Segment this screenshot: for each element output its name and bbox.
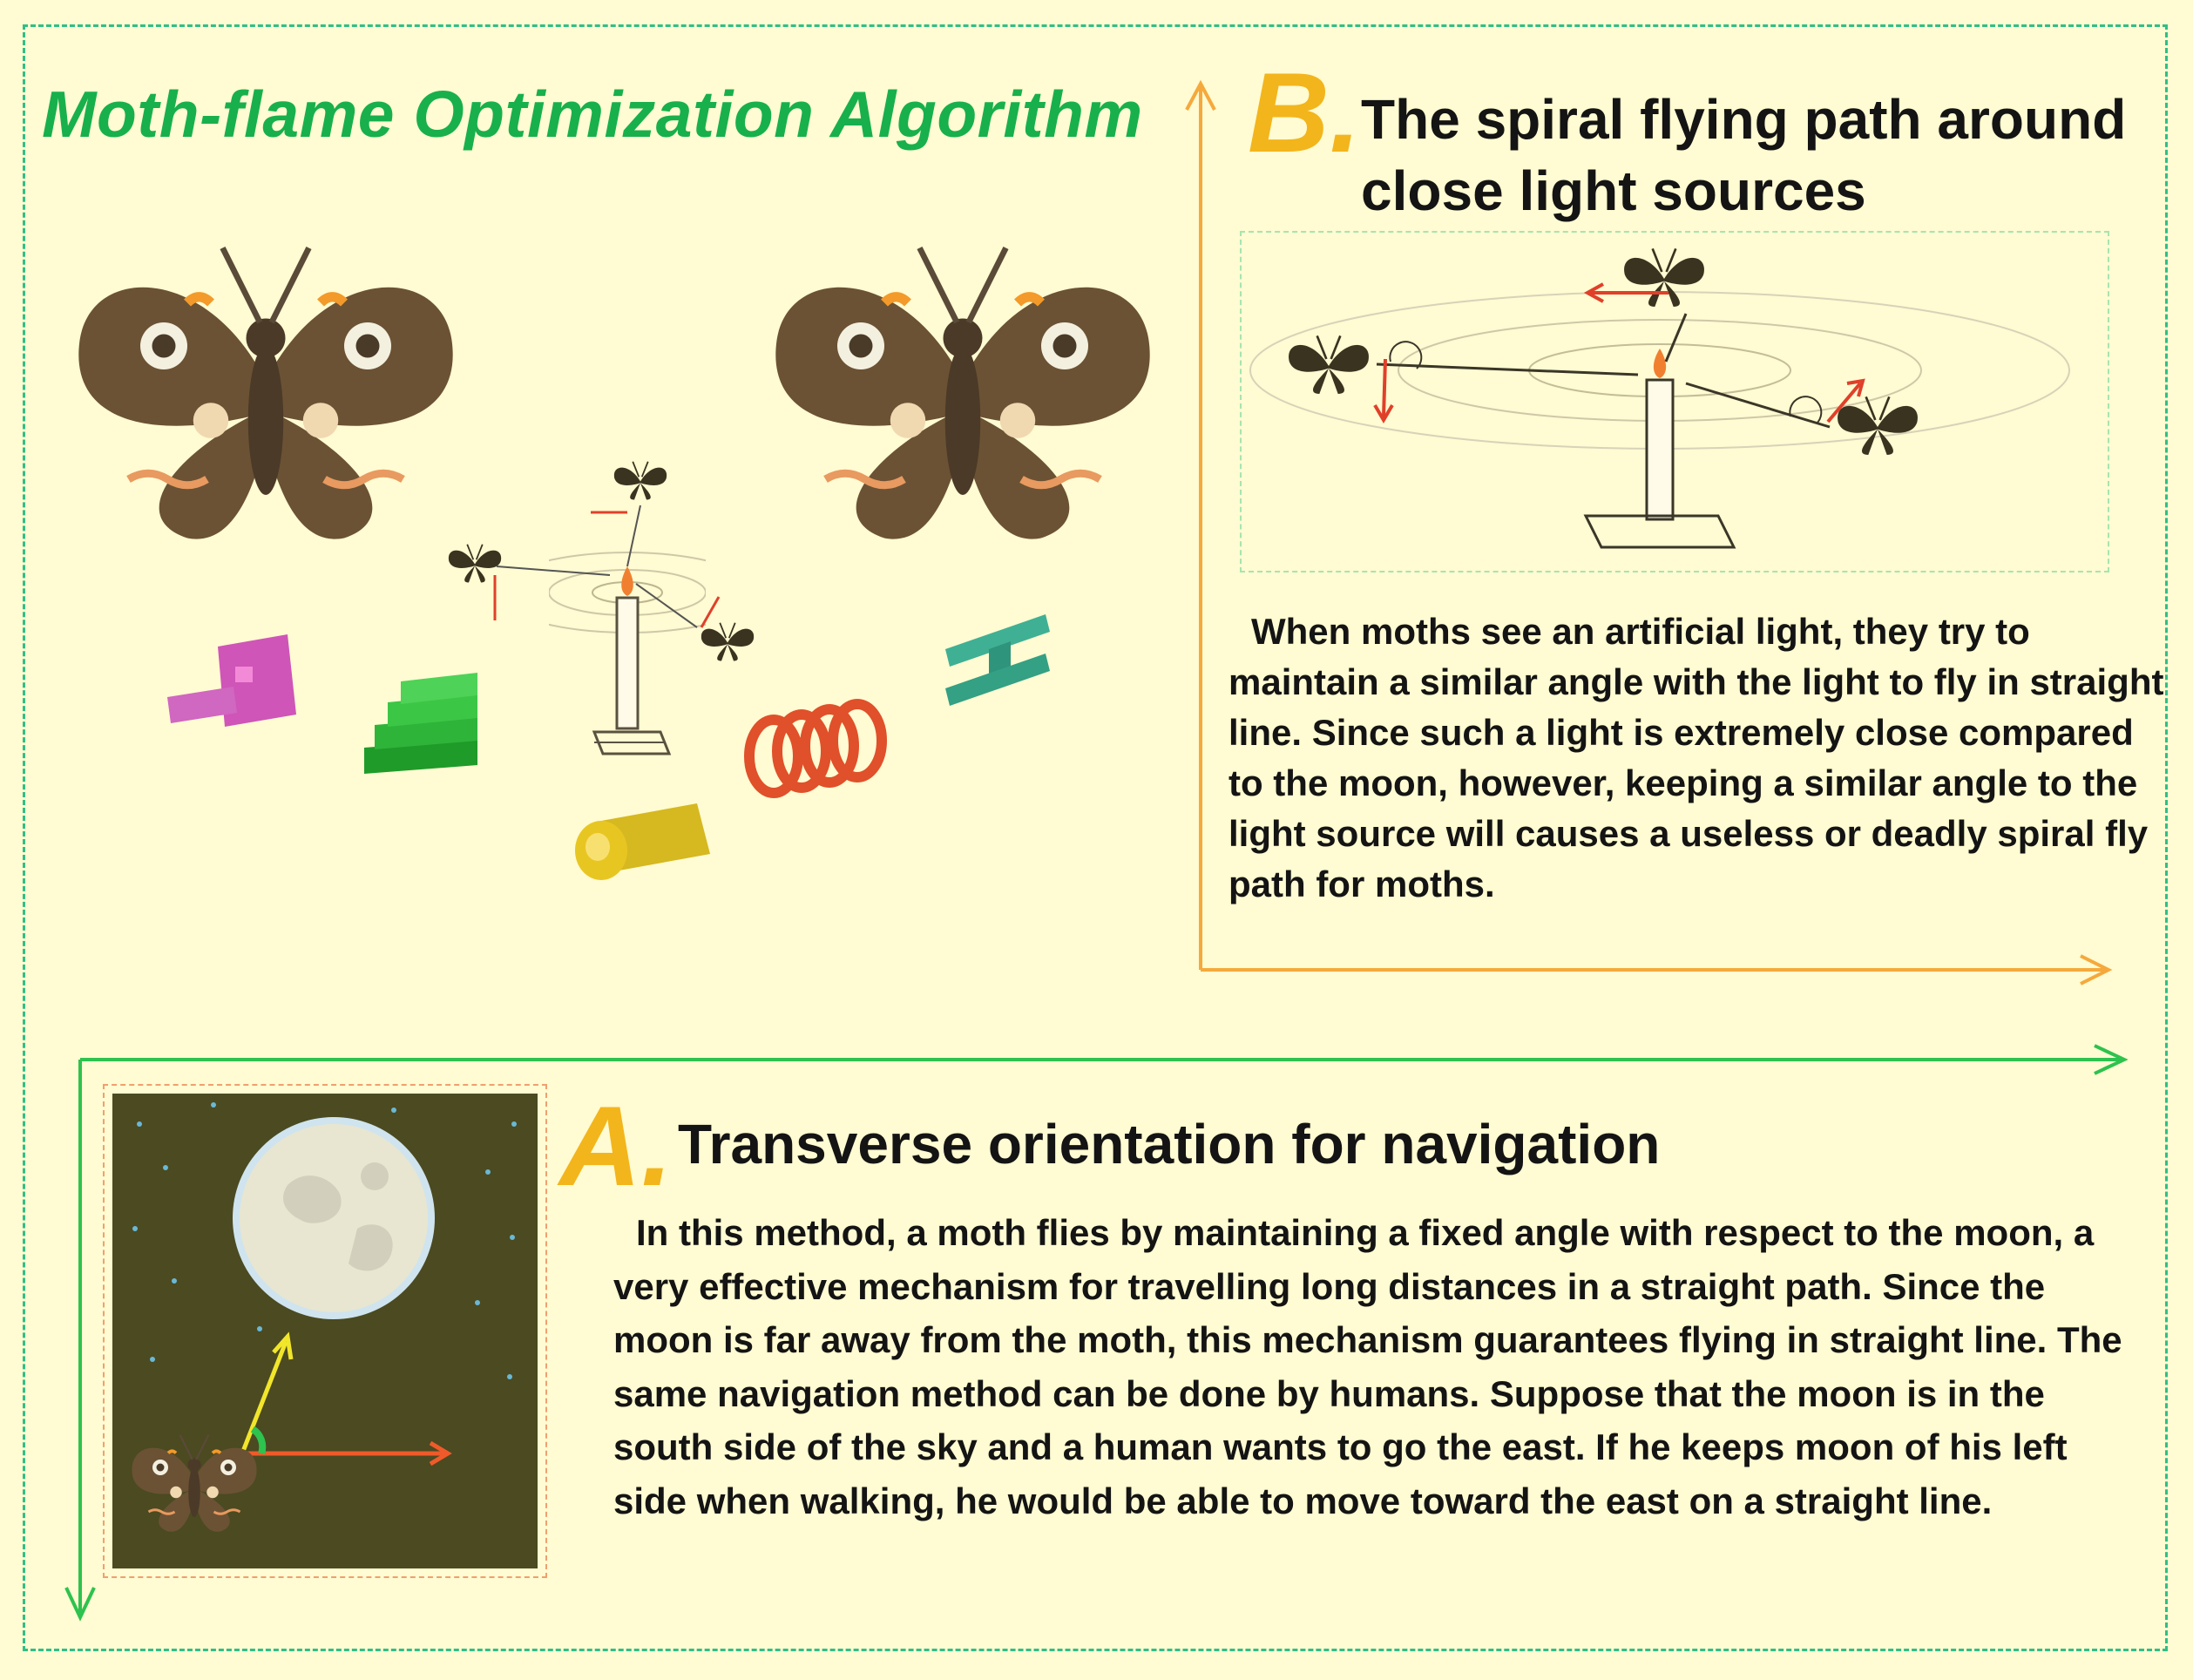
moth-icon: [1624, 248, 1704, 307]
moth-icon: [1289, 335, 1369, 394]
bolt-icon: [575, 803, 710, 880]
moth-icon: [775, 248, 1149, 539]
moth-icon: [132, 1435, 256, 1532]
section-b-axis-arrow: [1187, 84, 2108, 984]
section-a-text: In this method, a moth flies by maintaining a fixed angle with respect to the moon, a very effective mechanism for travelling long distances in a straight path. Since the moon is far away from the moth, this mechanism guarantees flying in straight line. The same navigation method can be done by humans. Suppose that the moon is in the south side of the sky and a human wants to go the east. If he keeps moon of his left side when walking, he would be able to move toward the east on a straight line.: [613, 1212, 2122, 1521]
section-a-title: Transverse orientation for navigation: [678, 1113, 1661, 1175]
section-b-text: When moths see an artificial light, they try to maintain a similar angle with the light to fly in straight line. Since such a light is extremely close compared to the moon, however, keeping a similar angle to the light source will causes a useless or deadly spiral fly path for moths.: [1228, 611, 2164, 904]
page-title: Moth-flame Optimization Algorithm: [42, 78, 1143, 151]
i-beam-icon: [945, 614, 1050, 706]
spring-icon: [749, 704, 882, 793]
spiral-sketch: [1250, 248, 2069, 547]
section-b-letter: B.: [1248, 49, 1361, 176]
moon-icon: [236, 1121, 431, 1316]
stepped-block-icon: [364, 673, 477, 774]
section-b-title: The spiral flying path around close light sources: [1361, 88, 2127, 222]
candle-icon: [449, 462, 758, 754]
section-a-letter: A.: [559, 1082, 673, 1209]
bracket-icon: [167, 634, 296, 727]
moon-scene: [132, 1102, 517, 1532]
moth-icon: [78, 248, 452, 539]
